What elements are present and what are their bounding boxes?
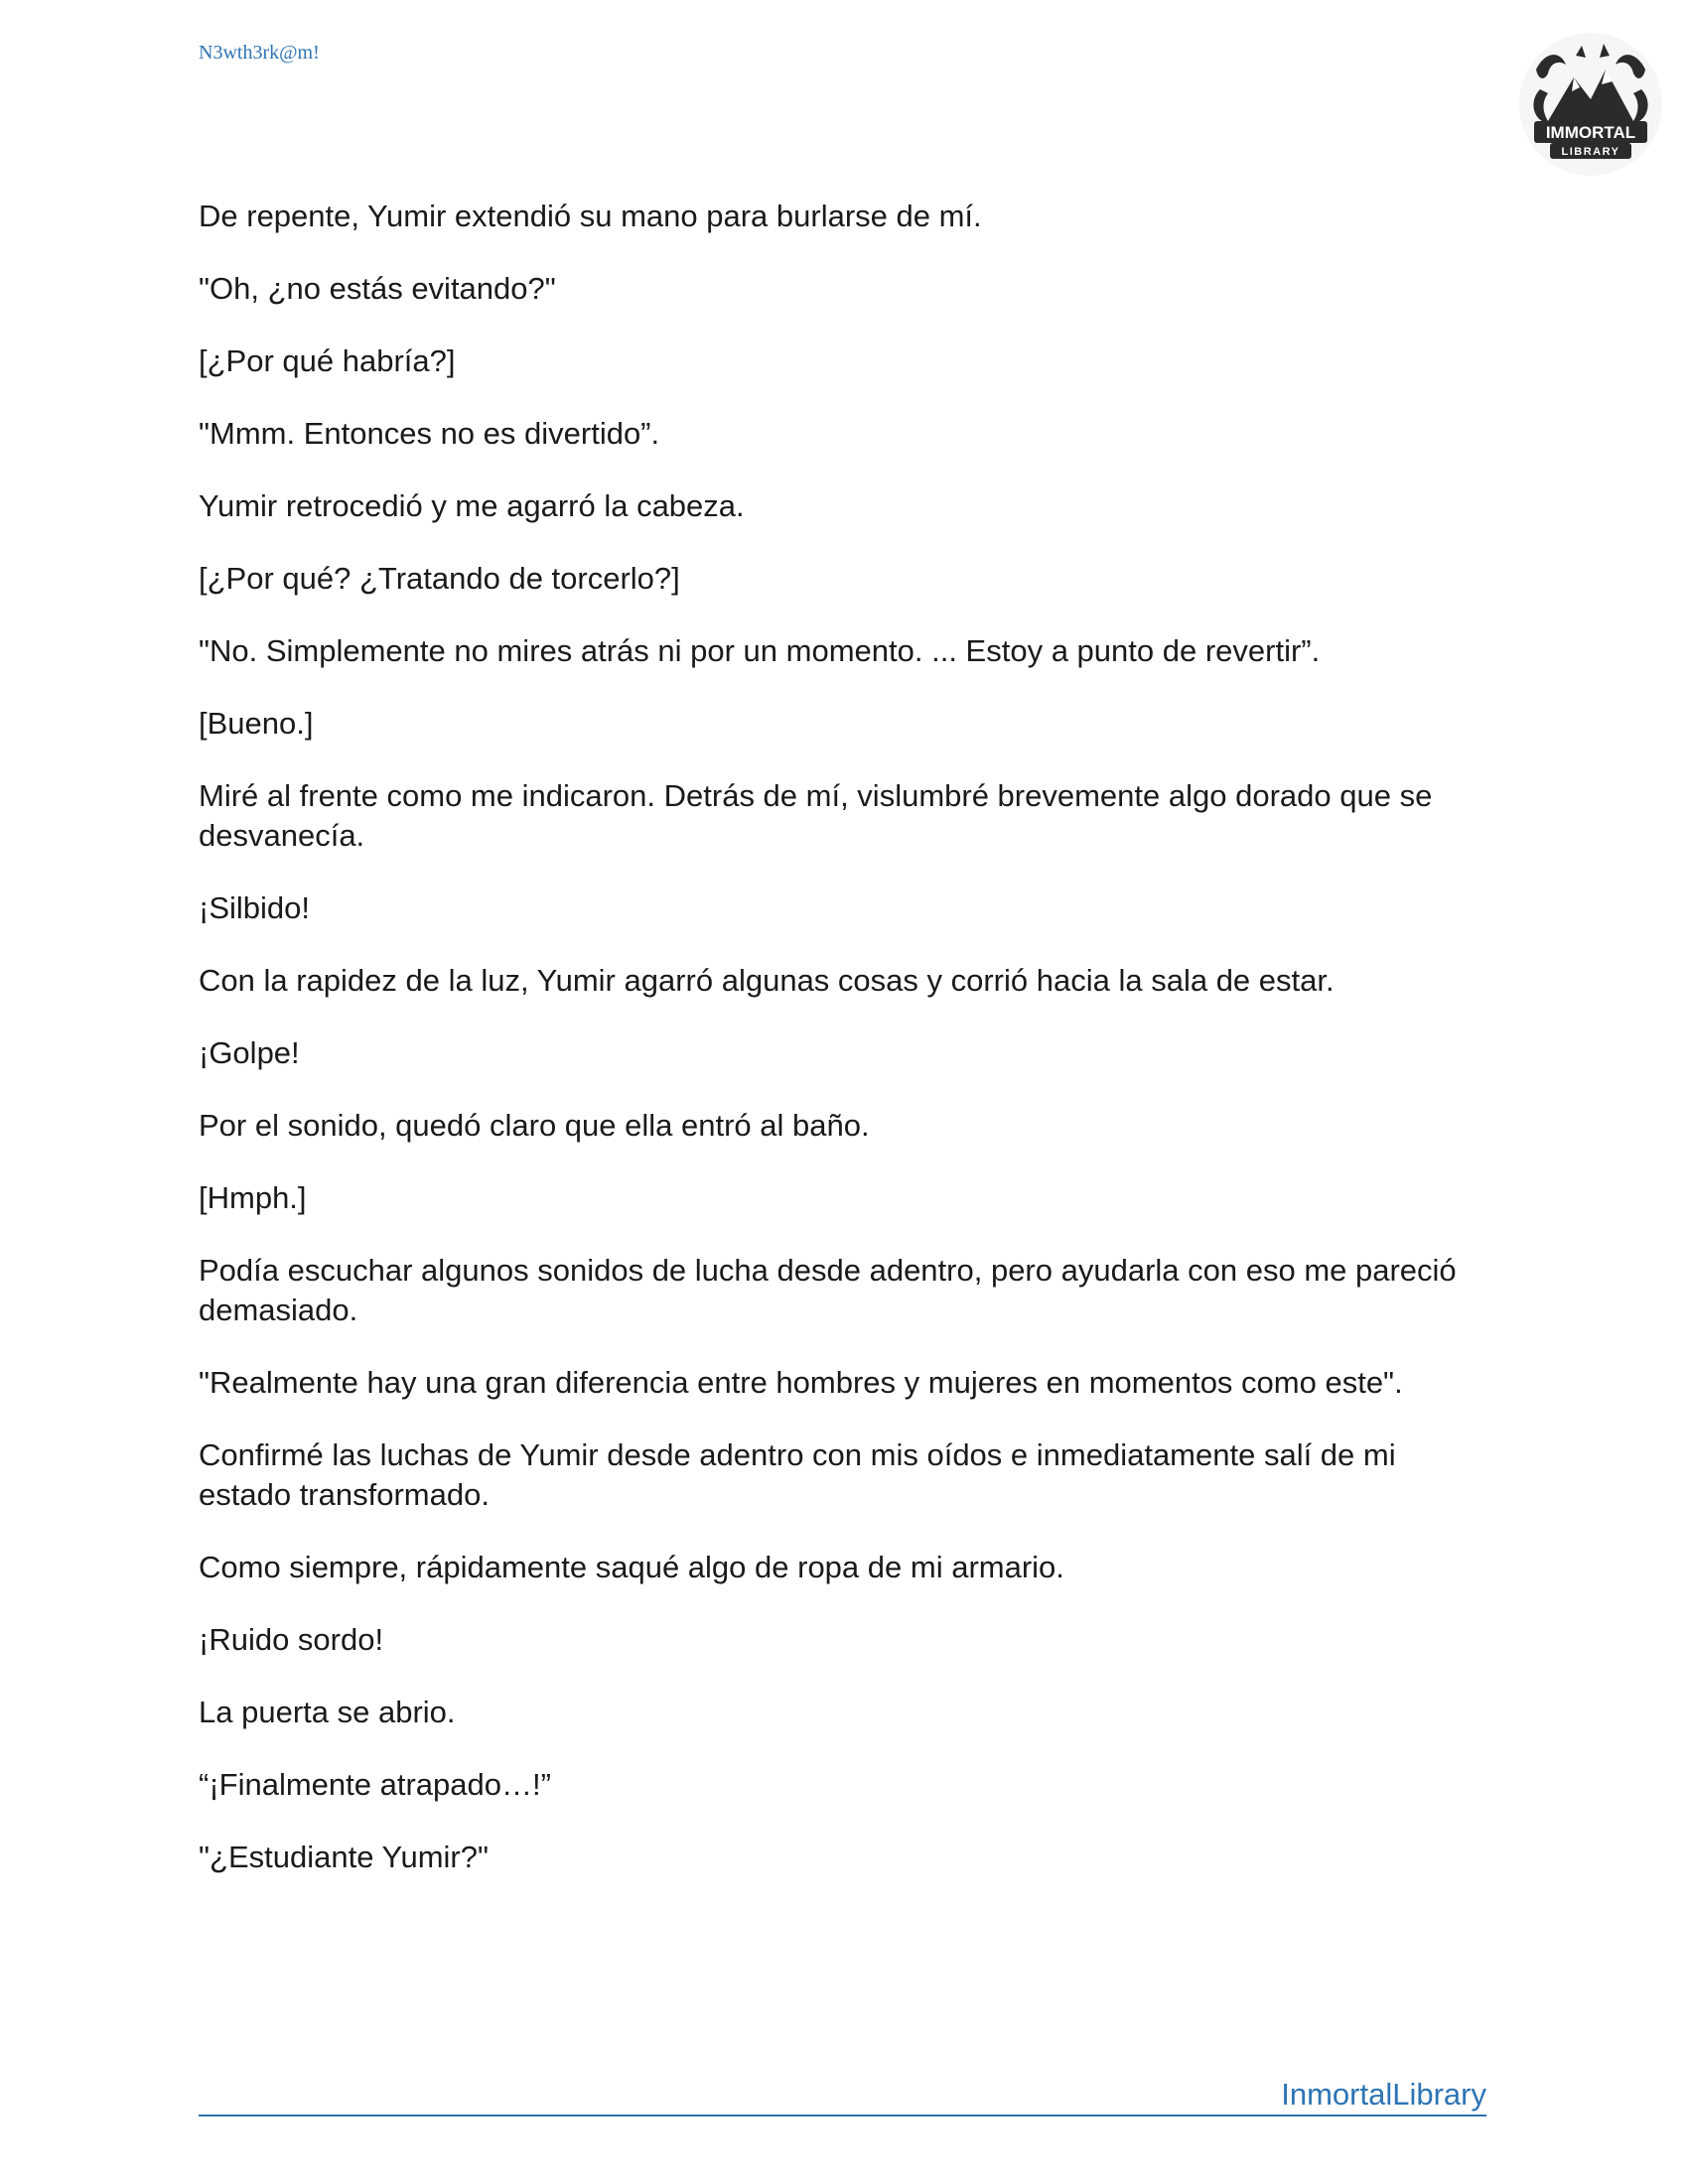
immortal-library-logo <box>1516 30 1665 179</box>
paragraph: Con la rapidez de la luz, Yumir agarró algunas cosas y corrió hacia la sala de estar. <box>199 963 1335 998</box>
logo-emblem-icon <box>1516 30 1665 179</box>
paragraph: [Hmph.] <box>199 1180 307 1215</box>
paragraph: "Oh, ¿no estás evitando?" <box>199 271 556 306</box>
paragraph: ¡Ruido sordo! <box>199 1622 384 1657</box>
paragraph: ¡Silbido! <box>199 890 310 925</box>
paragraph: "¿Estudiante Yumir?" <box>199 1840 489 1874</box>
paragraph: [Bueno.] <box>199 706 314 741</box>
paragraph: Miré al frente como me indicaron. Detrás de mí, vislumbré brevemente algo dorado que se desvanecía. <box>199 778 1433 853</box>
paragraph: Por el sonido, quedó claro que ella entró al baño. <box>199 1108 870 1143</box>
paragraph: Como siempre, rápidamente saqué algo de ropa de mi armario. <box>199 1550 1064 1584</box>
footer-rule <box>199 2075 1486 2116</box>
paragraph: Yumir retrocedió y me agarró la cabeza. <box>199 488 745 523</box>
paragraph: La puerta se abrio. <box>199 1695 456 1729</box>
paragraph: De repente, Yumir extendió su mano para burlarse de mí. <box>199 199 982 233</box>
paragraph: Confirmé las luchas de Yumir desde adentro con mis oídos e inmediatamente salí de mi estado transformado. <box>199 1437 1396 1512</box>
header-tag: N3wth3rk@m! <box>199 42 320 64</box>
paragraph: "No. Simplemente no mires atrás ni por un momento. ... Estoy a punto de revertir”. <box>199 633 1321 668</box>
paragraph: “¡Finalmente atrapado…!” <box>199 1767 551 1802</box>
paragraph: [¿Por qué habría?] <box>199 343 456 378</box>
paragraph: [¿Por qué? ¿Tratando de torcerlo?] <box>199 561 680 596</box>
logo-line-1: IMMORTAL <box>1545 123 1636 142</box>
footer-link[interactable]: InmortalLibrary <box>1281 2077 1486 2112</box>
paragraph: ¡Golpe! <box>199 1035 300 1070</box>
paragraph: "Realmente hay una gran diferencia entre hombres y mujeres en momentos como este". <box>199 1365 1403 1400</box>
paragraph: Podía escuchar algunos sonidos de lucha desde adentro, pero ayudarla con eso me pareció demasiado. <box>199 1253 1457 1327</box>
logo-line-2: LIBRARY <box>1561 146 1620 158</box>
paragraph: "Mmm. Entonces no es divertido”. <box>199 416 660 451</box>
document-body <box>199 197 1489 1910</box>
